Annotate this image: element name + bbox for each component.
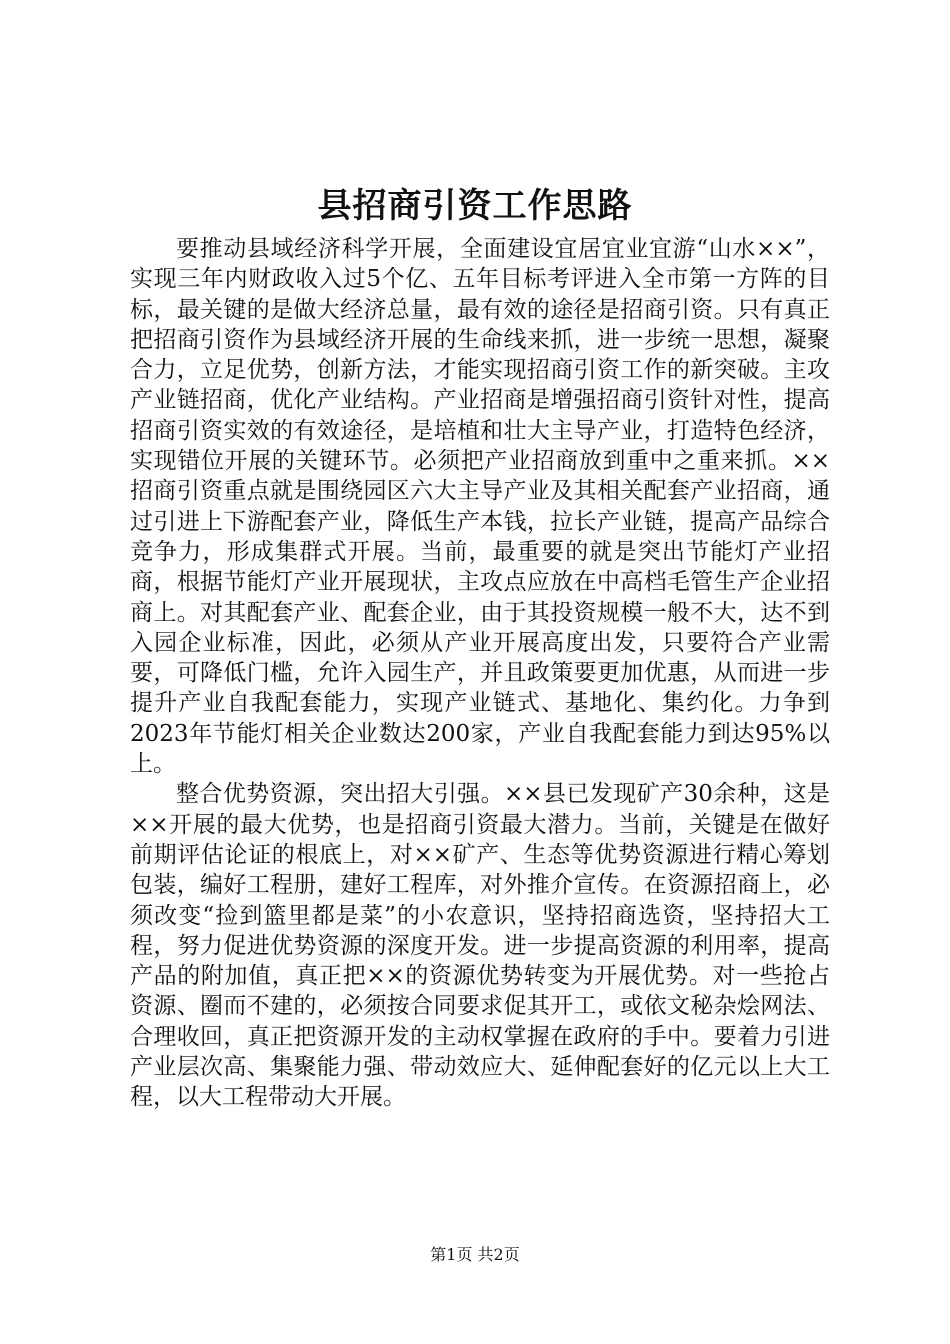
document-title: 县招商引资工作思路 [317, 186, 633, 226]
document-body [130, 234, 830, 1113]
page-number-footer: 第1页 共2页 [430, 1245, 520, 1264]
paragraph-2: 整合优势资源，突出招大引强。××县已发现矿产30余种，这是××开展的最大优势，也是招商引资最大潜力。当前，关键是在做好前期评估论证的根底上，对××矿产、生态等优势资源进行精心筹划包装，编好工程册，建好工程库，对外推介宣传。在资源招商上，必须改变“捡到篮里都是菜”的小农意识，坚持招商选资，坚持招大工程，努力促进优势资源的深度开发。进一步提高资源的利用率，提高产品的附加值，真正把××的资源优势转变为开展优势。对一些抢占资源、圈而不建的，必须按合同要求促其开工，或依文秘杂烩网法、合理收回，真正把资源开发的主动权掌握在政府的手中。要着力引进产业层次高、集聚能力强、带动效应大、延伸配套好的亿元以上大工程，以大工程带动大开展。 [130, 781, 830, 1111]
paragraph-1: 要推动县域经济科学开展，全面建设宜居宜业宜游“山水××”，实现三年内财政收入过5个亿、五年目标考评进入全市第一方阵的目标，最关键的是做大经济总量，最有效的途径是招商引资。只有真正把招商引资作为县域经济开展的生命线来抓，进一步统一思想，凝聚合力，立足优势，创新方法，才能实现招商引资工作的新突破。主攻产业链招商，优化产业结构。产业招商是增强招商引资针对性，提高招商引资实效的有效途径，是培植和壮大主导产业，打造特色经济，实现错位开展的关键环节。必须把产业招商放到重中之重来抓。××招商引资重点就是围绕园区六大主导产业及其相关配套产业招商，通过引进上下游配套产业，降低生产本钱，拉长产业链，提高产品综合竞争力，形成集群式开展。当前，最重要的就是突出节能灯产业招商，根据节能灯产业开展现状，主攻点应放在中高档毛管生产企业招商上。对其配套产业、配套企业，由于其投资规模一般不大，达不到入园企业标准，因此，必须从产业开展高度出发，只要符合产业需要，可降低门槛，允许入园生产，并且政策要更加优惠，从而进一步提升产业自我配套能力，实现产业链式、基地化、集约化。力争到2023年节能灯相关企业数达200家，产业自我配套能力到达95%以上。 [130, 236, 830, 778]
